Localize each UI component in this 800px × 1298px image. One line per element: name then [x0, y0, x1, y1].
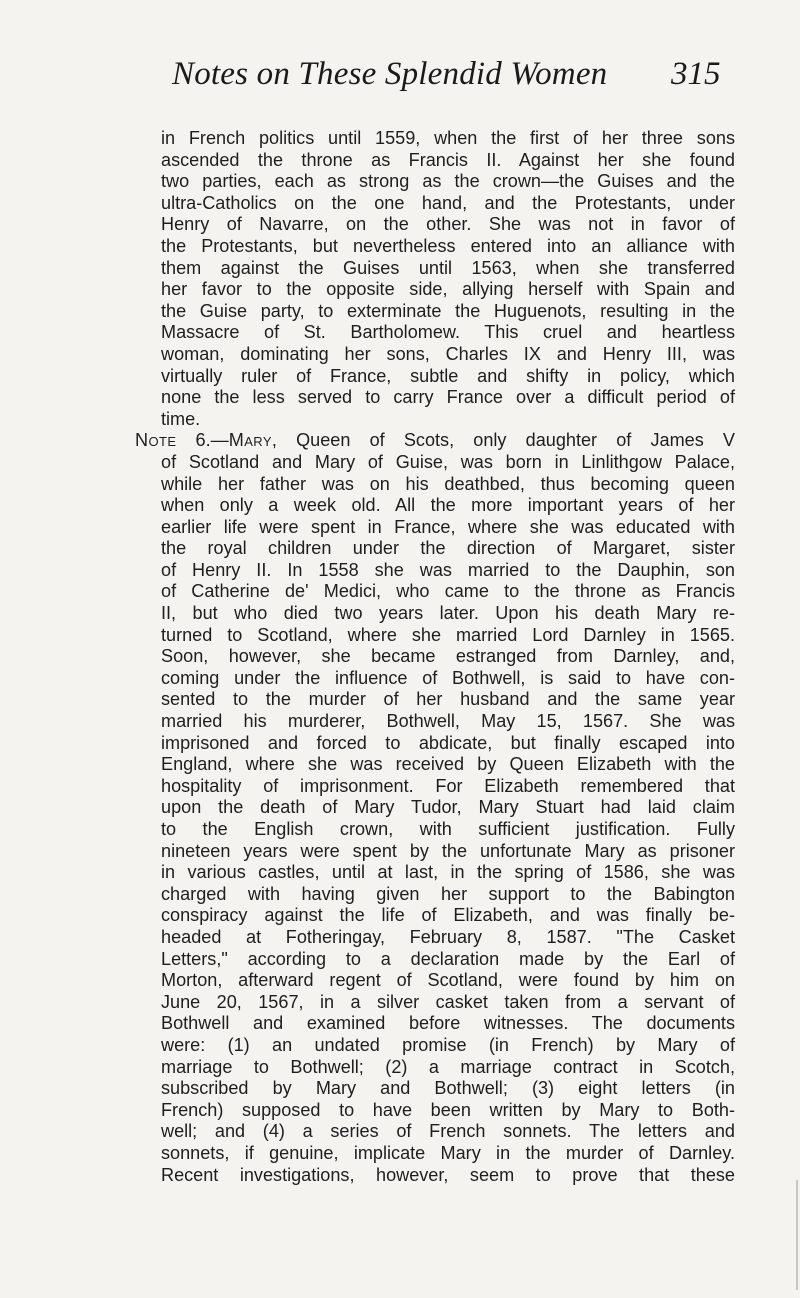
text-line: well; and (4) a series of French sonnets. The letters and: [161, 1121, 735, 1142]
text-line: her favor to the opposite side, allying herself with Spain and: [161, 279, 735, 300]
text-line: the royal children under the direction of Margaret, sister: [161, 538, 735, 559]
page-number: 315: [671, 56, 721, 92]
text-line: headed at Fotheringay, February 8, 1587. "The Casket: [161, 926, 735, 947]
text-line: while her father was on his deathbed, thus becoming queen: [161, 473, 735, 494]
text-line: ascended the throne as Francis II. Against her she found: [161, 149, 735, 170]
text-line: charged with having given her support to the Babington: [161, 883, 735, 904]
text-line: of Henry II. In 1558 she was married to the Dauphin, son: [161, 559, 735, 580]
text-line: coming under the influence of Bothwell, is said to have con-: [161, 667, 735, 688]
text-line: when only a week old. All the more important years of her: [161, 495, 735, 516]
text-line: to the English crown, with sufficient justification. Fully: [161, 819, 735, 839]
text-line: turned to Scotland, where she married Lord Darnley in 1565.: [161, 624, 735, 645]
text-line: marriage to Bothwell; (2) a marriage contract in Scotch,: [161, 1056, 735, 1077]
text-line: woman, dominating her sons, Charles IX and Henry III, was: [161, 343, 735, 364]
text-line: earlier life were spent in France, where she was educated with: [161, 516, 735, 537]
text-line: Note 6.—Mary, Queen of Scots, only daughter of James V: [135, 430, 736, 451]
running-title: Notes on These Splendid Women: [172, 56, 608, 92]
text-line: the Protestants, but nevertheless entered into an alliance with: [161, 235, 735, 256]
text-line: in various castles, until at last, in the spring of 1586, she was: [161, 862, 735, 883]
text-line: upon the death of Mary Tudor, Mary Stuart had laid claim: [161, 797, 735, 818]
text-line: ultra-Catholics on the one hand, and the Protestants, under: [161, 192, 735, 213]
text-line: Bothwell and examined before witnesses. The documents: [161, 1013, 735, 1034]
page-edge-shadow: [796, 1180, 798, 1290]
text-line: sonnets, if genuine, implicate Mary in the murder of Darnley.: [161, 1142, 735, 1163]
text-line: married his murderer, Bothwell, May 15, 1567. She was: [161, 711, 735, 732]
text-line: French) supposed to have been written by Mary to Both-: [161, 1099, 735, 1120]
text-line: II, but who died two years later. Upon his death Mary re-: [161, 603, 735, 624]
text-line: were: (1) an undated promise (in French) by Mary of: [161, 1034, 735, 1055]
text-line: the Guise party, to exterminate the Huguenots, resulting in the: [161, 300, 735, 321]
text-line: Letters," according to a declaration made by the Earl of: [161, 948, 735, 969]
text-line: Massacre of St. Bartholomew. This cruel and heartless: [161, 322, 735, 343]
text-line: time.: [161, 408, 201, 429]
text-line: Henry of Navarre, on the other. She was not in favor of: [161, 214, 735, 235]
text-line: of Scotland and Mary of Guise, was born in Linlithgow Palace,: [161, 451, 735, 472]
text-line: Recent investigations, however, seem to prove that these: [161, 1164, 735, 1185]
text-line: of Catherine de' Medici, who came to the throne as Francis: [161, 581, 735, 602]
text-line: hospitality of imprisonment. For Elizabeth remembered that: [161, 775, 735, 796]
text-line: Soon, however, she became estranged from Darnley, and,: [161, 646, 735, 667]
text-line: June 20, 1567, in a silver casket taken from a servant of: [161, 991, 735, 1012]
text-line: subscribed by Mary and Bothwell; (3) eight letters (in: [161, 1078, 735, 1099]
text-line: England, where she was received by Queen Elizabeth with the: [161, 754, 735, 775]
page-header: [172, 56, 732, 96]
text-line: two parties, each as strong as the crown—the Guises and the: [161, 171, 735, 192]
body-text: [135, 128, 735, 1186]
text-line: sented to the murder of her husband and the same year: [161, 689, 735, 710]
text-line: none the less served to carry France over a difficult period of: [161, 387, 735, 408]
text-line: Morton, afterward regent of Scotland, were found by him on: [161, 970, 735, 991]
text-line: imprisoned and forced to abdicate, but finally escaped into: [161, 732, 735, 753]
text-line: in French politics until 1559, when the first of her three sons: [161, 128, 735, 148]
text-line: nineteen years were spent by the unfortunate Mary as prisoner: [161, 840, 735, 861]
text-line: them against the Guises until 1563, when she transferred: [161, 257, 735, 278]
text-line: conspiracy against the life of Elizabeth, and was finally be-: [161, 905, 735, 926]
text-line: virtually ruler of France, subtle and shifty in policy, which: [161, 365, 735, 386]
